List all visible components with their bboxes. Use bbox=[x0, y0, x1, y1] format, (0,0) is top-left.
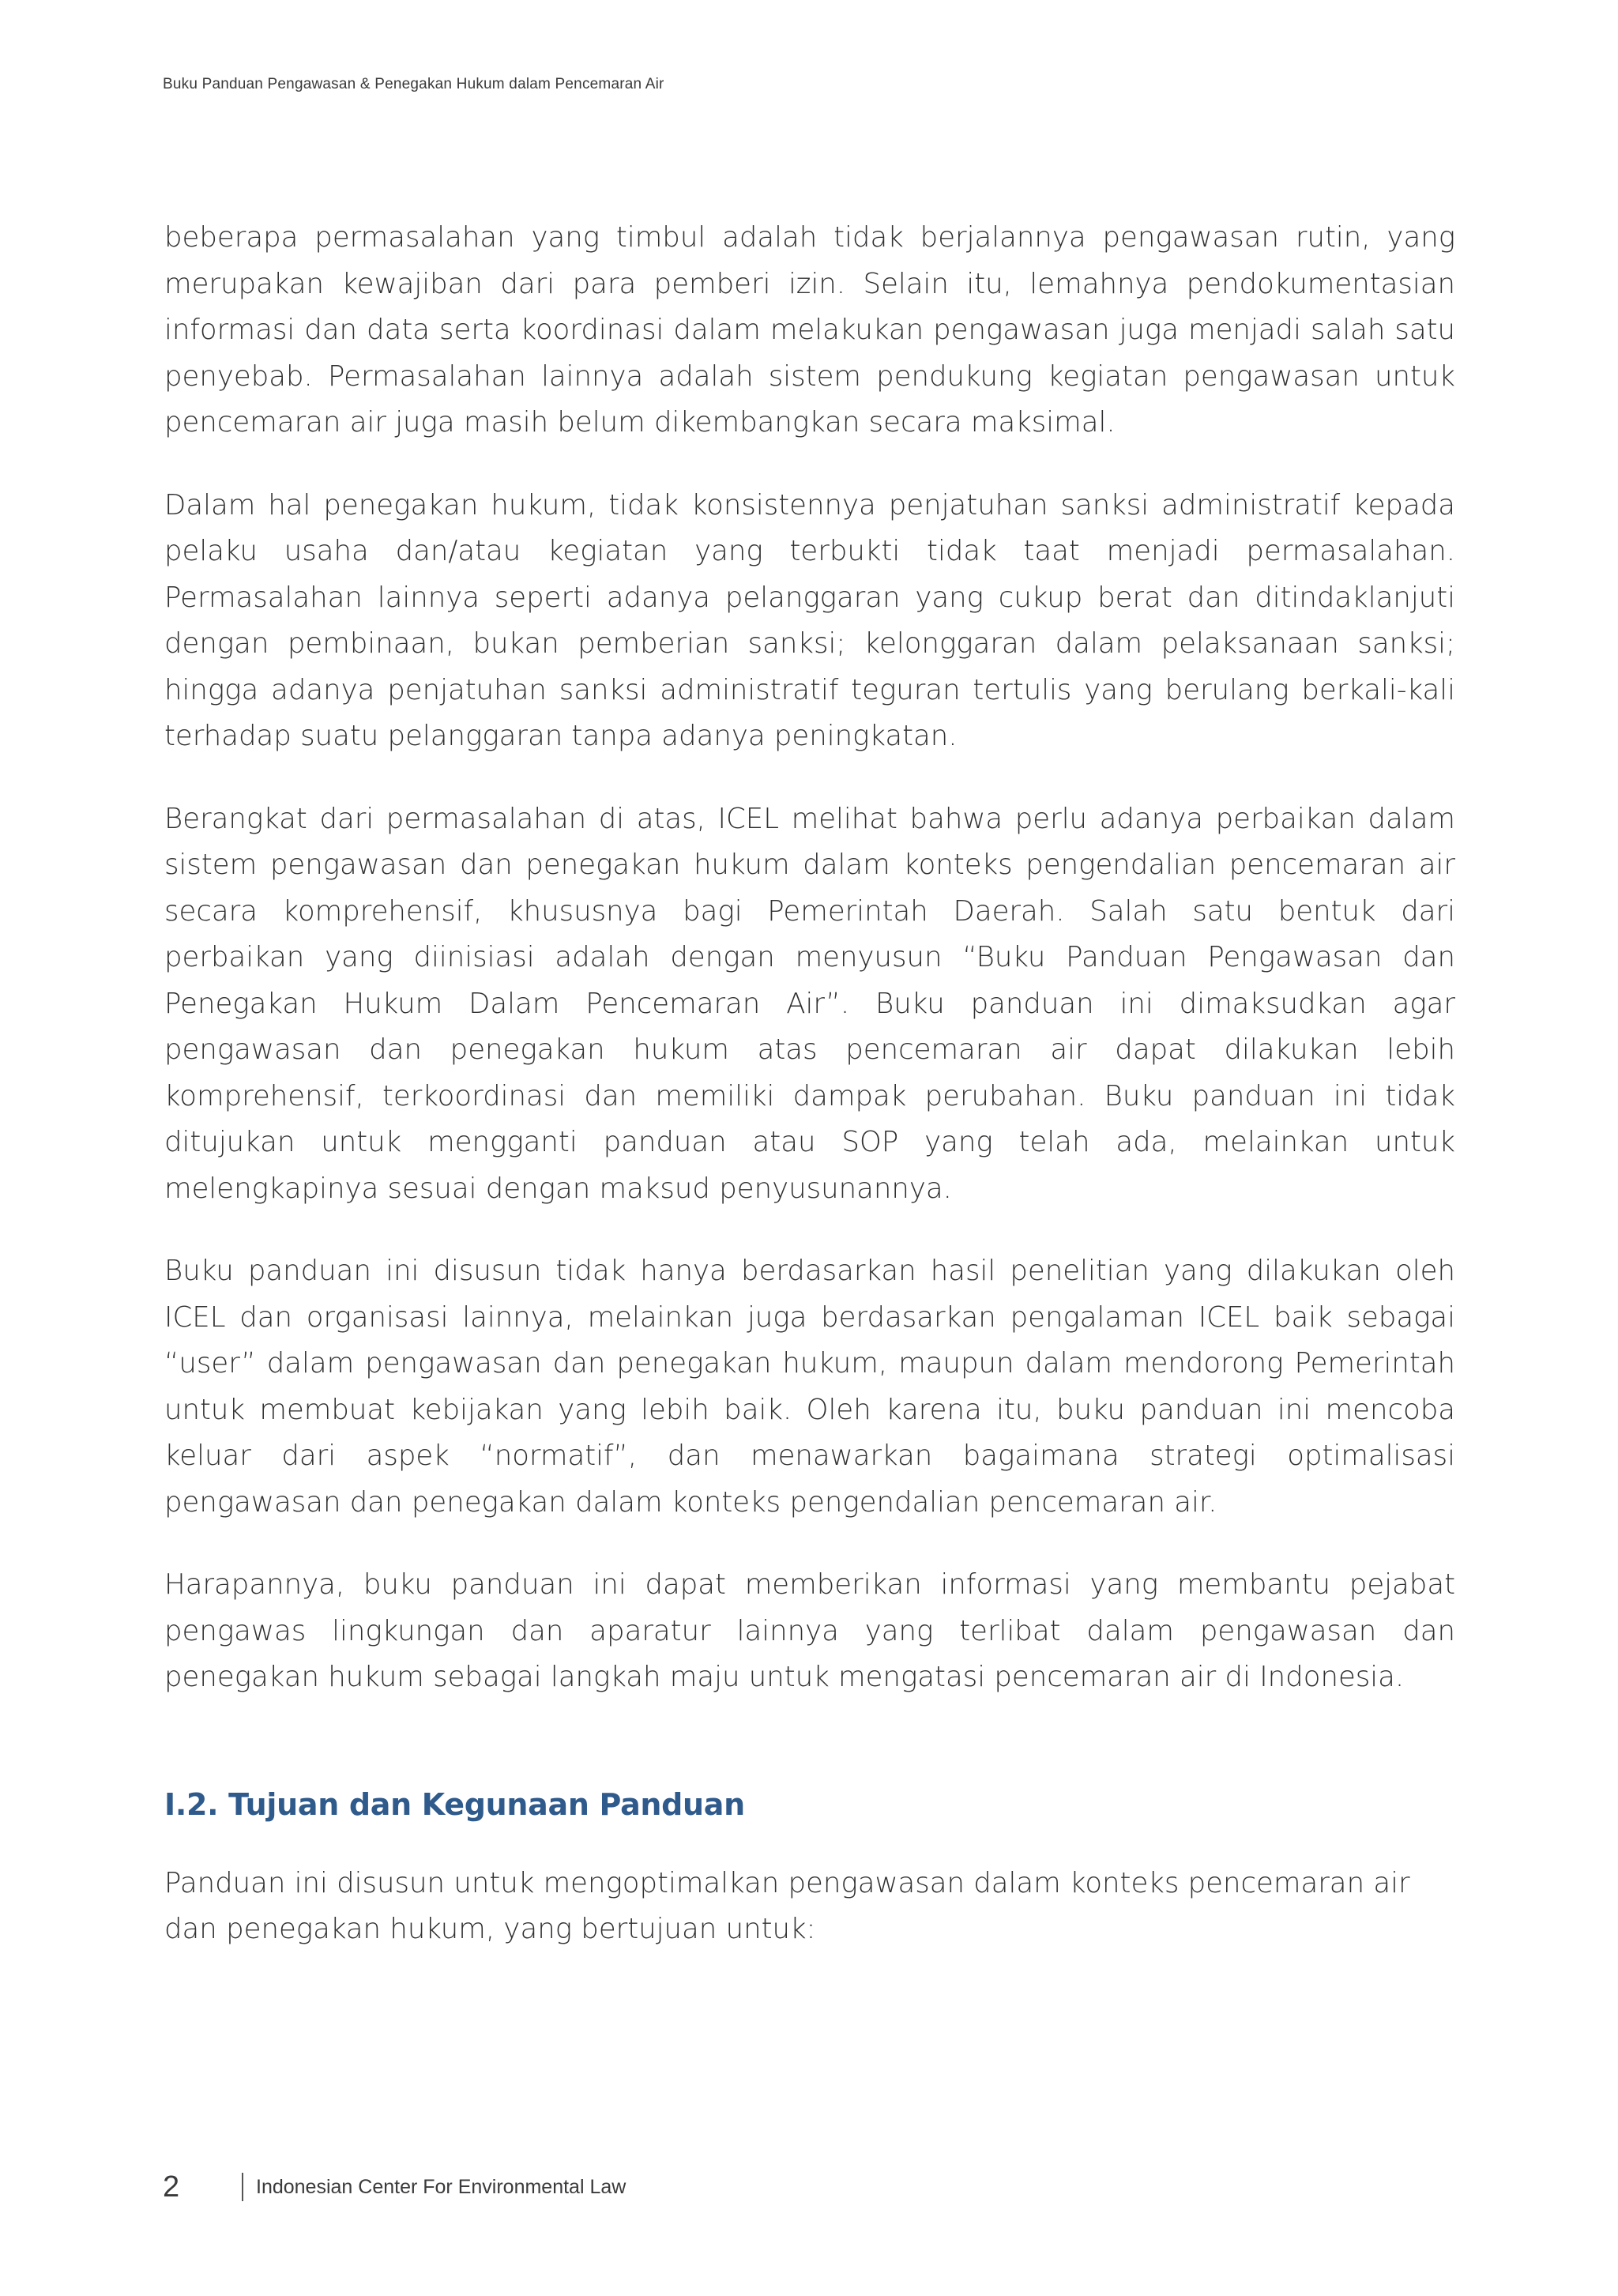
section-heading: I.2. Tujuan dan Kegunaan Panduan bbox=[164, 1786, 745, 1822]
footer-divider bbox=[242, 2173, 243, 2201]
page-number: 2 bbox=[163, 2170, 180, 2204]
page-footer bbox=[163, 2171, 626, 2203]
paragraph-4: Buku panduan ini disusun tidak hanya berdasarkan hasil penelitian yang dilakukan oleh ICEL dan organisasi lainnya, melainkan juga berdasarkan pengalaman ICEL baik sebagai “user” dalam pengawasan dan penegakan hukum, maupun dalam mendorong Pemerintah untuk membuat kebijakan yang lebih baik. Oleh karena itu, buku panduan ini mencoba keluar dari aspek “normatif”, dan menawarkan bagaimana strategi optimalisasi pengawasan dan penegakan dalam konteks pengendalian pencemaran air. bbox=[164, 1255, 1455, 1519]
document-body bbox=[164, 215, 1455, 1989]
footer-organization: Indonesian Center For Environmental Law bbox=[256, 2175, 627, 2198]
paragraph-3: Berangkat dari permasalahan di atas, ICEL melihat bahwa perlu adanya perbaikan dalam sistem pengawasan dan penegakan hukum dalam konteks pengendalian pencemaran air secara komprehensif, khususnya bagi Pemerintah Daerah. Salah satu bentuk dari perbaikan yang diinisiasi adalah dengan menyusun “Buku Panduan Pengawasan dan Penegakan Hukum Dalam Pencemaran Air”. Buku panduan ini dimaksudkan agar pengawasan dan penegakan hukum atas pencemaran air dapat dilakukan lebih komprehensif, terkoordinasi dan memiliki dampak perubahan. Buku panduan ini tidak ditujukan untuk mengganti panduan atau SOP yang telah ada, melainkan untuk melengkapinya sesuai dengan maksud penyusunannya. bbox=[164, 802, 1455, 1205]
paragraph-5: Harapannya, buku panduan ini dapat memberikan informasi yang membantu pejabat pengawas lingkungan dan aparatur lainnya yang terlibat dalam pengawasan dan penegakan hukum sebagai langkah maju untuk mengatasi pencemaran air di Indonesia. bbox=[164, 1568, 1455, 1693]
running-header: Buku Panduan Pengawasan & Penegakan Hukum dalam Pencemaran Air bbox=[163, 76, 664, 92]
paragraph-1: beberapa permasalahan yang timbul adalah tidak berjalannya pengawasan rutin, yang merupakan kewajiban dari para pemberi izin. Selain itu, lemahnya pendokumentasian informasi dan data serta koordinasi dalam melakukan pengawasan juga menjadi salah satu penyebab. Permasalahan lainnya adalah sistem pendukung kegiatan pengawasan untuk pencemaran air juga masih belum dikembangkan secara maksimal. bbox=[164, 221, 1455, 438]
paragraph-2: Dalam hal penegakan hukum, tidak konsistennya penjatuhan sanksi administratif kepada pelaku usaha dan/atau kegiatan yang terbukti tidak taat menjadi permasalahan. Permasalahan lainnya seperti adanya pelanggaran yang cukup berat dan ditindaklanjuti dengan pembinaan, bukan pemberian sanksi; kelonggaran dalam pelaksanaan sanksi; hingga adanya penjatuhan sanksi administratif teguran tertulis yang berulang berkali-kali terhadap suatu pelanggaran tanpa adanya peningkatan. bbox=[164, 488, 1455, 752]
section-paragraph: Panduan ini disusun untuk mengoptimalkan pengawasan dalam konteks pencemaran air dan penegakan hukum, yang bertujuan untuk: bbox=[164, 1866, 1410, 1945]
